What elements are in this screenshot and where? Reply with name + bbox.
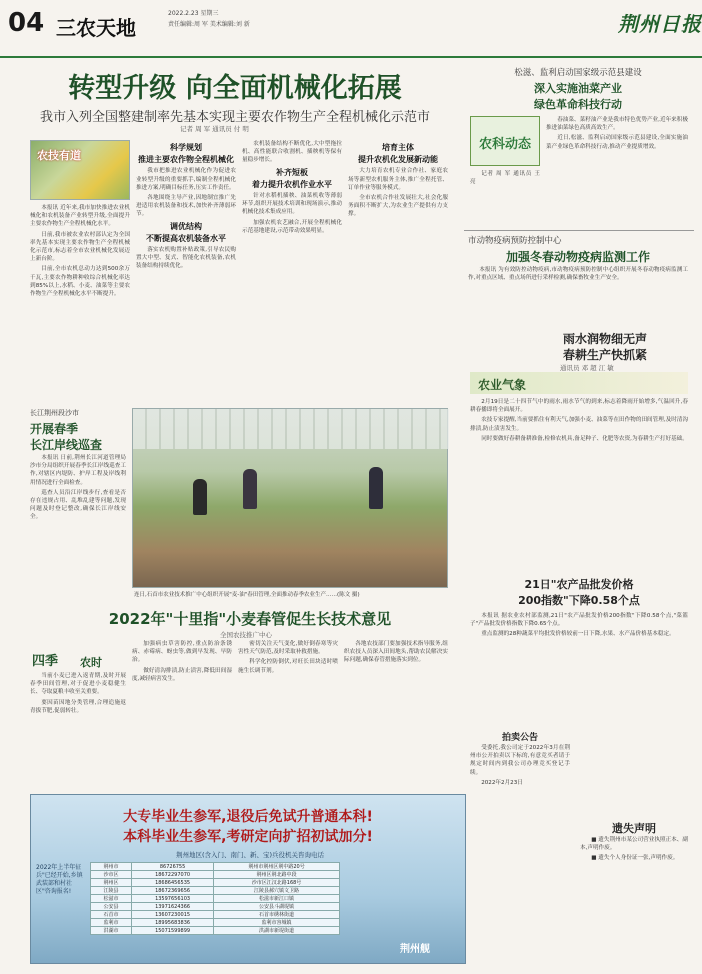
table-cell: 13597656103: [132, 895, 214, 903]
table-cell: 86726755: [132, 863, 214, 871]
right-mid-title: 加强冬春动物疫病监测工作: [505, 250, 650, 264]
table-row: [91, 871, 340, 879]
issue-date: 2022.2.23 星期三: [168, 10, 219, 17]
wheat-col-4: 各地农技部门要加强技术指导服务,组织农技人员深入田间地头,帮助农民解决实际问题,确保春管措施落实到位。: [344, 641, 448, 664]
table-row: [91, 903, 340, 911]
recruit-contact-table: [90, 862, 340, 935]
price-title-1: 21日"农产品批发价格: [524, 578, 634, 591]
table-cell: 监利市: [91, 919, 132, 927]
season-label: 四季: [32, 654, 59, 669]
right-top-title-2: 绿色革命科技行动: [534, 98, 622, 111]
table-cell: 13607230015: [132, 911, 214, 919]
photo-caption: 连日,石首市农业技术推广中心组织开展"麦-油"春田管理,全面推动春季农业生产……(陈文 摄): [134, 592, 360, 598]
lead-column-4: 培育主体 提升农机化发展新动能 大力培育农机专业合作社、家庭农场等新型农机服务主体,推广全程托管、订单作业等服务模式。 全市农机合作社发展壮大,社会化服务面积不断扩大,为农业生产提供有力支撑。: [348, 143, 448, 218]
table-cell: 石首市: [91, 911, 132, 919]
field-photo: [132, 408, 448, 588]
col-head-2: 推进主要农作物全程机械化: [138, 155, 234, 165]
rain-byline: 通讯员 邓 超 江 敏: [560, 364, 614, 372]
rain-title-1: 雨水润物细无声: [562, 332, 647, 346]
table-row: [91, 879, 340, 887]
divider: [464, 230, 694, 231]
ship-label: 荆州舰: [400, 944, 430, 955]
table-cell: 沙市区: [91, 871, 132, 879]
table-row: [91, 895, 340, 903]
rain-text: 2月19日是二十四节气中的雨水,雨水节气的到来,标志着降雨开始增多,气温回升,春耕春播即将全面展开。 农技专家提醒,当前要抓住有利天气,加强小麦、油菜等在田作物的田间管理,及时清沟排渍,防止渍害发生。 同时要做好春耕备耕准备,检修农机具,备足种子、化肥等农资,为春耕生产打好基础。: [470, 399, 688, 442]
lead-column-3: 农机装备结构不断优化,大中型拖拉机、高性能联合收割机、插秧机等保有量稳步增长。 补齐短板 着力提升农机作业水平 针对水稻机插秧、油菜机收等薄弱环节,组织开展技术培训和现场演示,推动机械化技术集成应用。 加强农机农艺融合,开展全程机械化示范基地建设,示范带动效果明显。: [242, 141, 342, 234]
col-head-7: 培育主体: [382, 143, 414, 152]
table-cell: 荆州区荆北路中段: [214, 871, 340, 879]
season-label-2: 农时: [80, 656, 102, 669]
table-cell: 15071599899: [132, 927, 214, 935]
table-row: [91, 911, 340, 919]
lost-title: 遗失声明: [612, 822, 656, 835]
editors: 责任编辑:周 军 美术编辑:刘 新: [168, 21, 250, 28]
notice-text: 受委托,我公司定于2022年3月在荆州市公开拍卖以下标的,有意竞买者请于规定时间内到我公司办理竞买登记手续。 2022年2月23日: [470, 745, 570, 786]
lead-column-1: 本报讯 近年来,我市加快推进农业机械化和农机装备产业转型升级,全面提升主要农作物生产全程机械化水平。 日前,我市被农业农村部认定为全国率先基本实现主要农作物生产全程机械化示范市,标志着全市农业机械化发展迈上新台阶。 目前,全市农机总动力达到500余万千瓦,主要农作物耕种收综合机械化率达到85%以上,水稻、小麦、油菜等主要农作物生产全程机械化水平不断提升。: [30, 205, 130, 298]
right-top-text: 春油菜、菜籽油产业是我市特色优势产业,近年来积极推进油菜绿色高质高效生产。 近日,松滋、监利启动国家级示范县建设,全面实施油菜产业绿色革命科技行动,推动产业提质增效。: [546, 117, 688, 150]
table-cell: 石首市绣林街道: [214, 911, 340, 919]
yangtze-kicker: 长江荆州段沙市: [30, 409, 79, 417]
table-row: [91, 887, 340, 895]
newspaper-logo: 荆州日报: [618, 12, 702, 36]
table-cell: 公安县: [91, 903, 132, 911]
table-cell: 江陵县郝穴镇文卫路: [214, 887, 340, 895]
lost-text: ■ 遗失荆州市某公司营业执照正本、副本,声明作废。 ■ 遗失个人身份证一张,声明作废。: [580, 837, 688, 862]
rain-title-2: 春耕生产快抓紧: [562, 348, 647, 362]
table-cell: 洪湖市新堤街道: [214, 927, 340, 935]
table-cell: 荆州区: [91, 879, 132, 887]
price-title-2: 200指数"下降0.58个点: [518, 594, 640, 607]
table-cell: 松滋市新江口镇: [214, 895, 340, 903]
weather-badge: [470, 372, 688, 394]
yangtze-title-2: 长江岸线巡查: [30, 438, 103, 452]
right-mid-text: 本报讯 为有效防控动物疫病,市动物疫病预防控制中心组织开展冬春动物疫病监测工作,对重点区域、重点场所进行采样检测,确保畜牧业生产安全。: [468, 267, 688, 282]
wheat-title: 2022年"十里指"小麦春管促生长技术意见: [108, 610, 392, 628]
wheat-col-1: 当前小麦已进入返青期,及时开展春季田间管理,对于促进小麦稳健生长、夺取夏粮丰收至关重要。 要因苗因地分类管理,合理追施返青拔节肥,促弱转壮。: [30, 673, 126, 714]
lead-headline: 转型升级 向全面机械化拓展: [68, 73, 402, 104]
photo-label: 农技有道: [37, 149, 81, 162]
table-row: [91, 863, 340, 871]
worker-figure: [193, 479, 207, 515]
table-cell: 沙市区江汉北路168号: [214, 879, 340, 887]
col-head-8: 提升农机化发展新动能: [358, 155, 438, 165]
col-head-5: 补齐短板: [276, 167, 308, 177]
table-cell: 江陵县: [91, 887, 132, 895]
col-head-1: 科学规划: [170, 143, 202, 152]
lead-subhead: 我市入列全国整建制率先基本实现主要农作物生产全程机械化示范市: [40, 110, 431, 125]
table-cell: 18672369656: [132, 887, 214, 895]
table-cell: 洪湖市: [91, 927, 132, 935]
col-head-4: 不断提高农机装备水平: [146, 233, 226, 243]
table-cell: 18686456535: [132, 879, 214, 887]
recruit-subtitle: 荆州地区(含入门、南门、新、宝)兵役机关咨询电话: [175, 851, 325, 859]
agri-news-badge-text: 农科动态: [478, 137, 531, 152]
page-number: 04: [8, 8, 45, 38]
col-head-6: 着力提升农机作业水平: [252, 179, 332, 189]
right-top-kicker: 松滋、监利启动国家级示范县建设: [514, 68, 642, 78]
table-row: [91, 927, 340, 935]
table-cell: 18995683836: [132, 919, 214, 927]
price-text: 本报讯 据农业农村部监测,21日"农产品批发价格200指数"下降0.58个点,"菜篮子"产品批发价格指数下降0.65个点。 重点监测的28种蔬菜平均批发价格较前一日下降,水果、水产品价格基本稳定。: [470, 613, 688, 638]
section-title: 三农天地: [56, 16, 136, 40]
notice-title: 拍卖公告: [501, 733, 538, 743]
table-cell: 松滋市: [91, 895, 132, 903]
right-top-byline: 记者 周 军 通讯员 王 亮: [470, 171, 540, 186]
recruit-title-2: 本科毕业生参军,考研定向扩招初试加分!: [123, 829, 373, 845]
agri-news-badge: [470, 116, 540, 166]
lead-photo: [30, 140, 130, 200]
table-cell: 监利市容城镇: [214, 919, 340, 927]
worker-figure: [369, 467, 383, 509]
yangtze-text: 本报讯 日前,荆州长江河道管理局沙市分局组织开展春季长江岸线巡查工作,对辖区内堤防、护岸工程及岸线利用情况进行全面检查。 巡查人员沿江岸线步行,查看是否存在违规占用、乱堆乱建等问题,发现问题及时登记整改,确保长江岸线安全。: [30, 455, 126, 521]
col-head-3: 调优结构: [170, 221, 202, 231]
right-top-title-1: 深入实施油菜产业: [534, 82, 622, 95]
worker-figure: [243, 469, 257, 509]
wheat-byline: 全国农技推广中心: [220, 631, 272, 639]
weather-badge-text: 农业气象: [478, 378, 527, 392]
table-cell: 公安县斗湖堤镇: [214, 903, 340, 911]
recruit-side-note: 2022年上半年征兵"已经开始,乡镇武装部和村社区"咨询报名!: [36, 864, 83, 895]
table-cell: 荆州市: [91, 863, 132, 871]
wheat-col-2: 加强病虫草害防控,重点防治条锈病、赤霉病、蚜虫等,做到早发现、早防治。 做好清沟排渍,防止渍害,降低田间湿度,减轻病害发生。: [132, 641, 232, 682]
table-cell: 荆州市荆州区荆中路20号: [214, 863, 340, 871]
right-mid-kicker: 市动物疫病预防控制中心: [468, 236, 562, 246]
wheat-col-3: 密切关注天气变化,做好倒春寒等灾害性天气防范,及时采取补救措施。 科学化控防倒伏,对旺长田块适时喷施生长调节剂。: [238, 641, 338, 674]
recruit-title-1: 大专毕业生参军,退役后免试升普通本科!: [123, 809, 373, 825]
yangtze-title-1: 开展春季: [30, 422, 79, 436]
right-top-text-2: [470, 170, 540, 226]
notice-date: 2022年2月23日: [481, 779, 523, 786]
lead-byline: 记者 周 军 通讯员 付 明: [180, 125, 249, 133]
table-row: [91, 919, 340, 927]
table-cell: 13971624366: [132, 903, 214, 911]
lead-column-2: 科学规划 推进主要农作物全程机械化 我市把推进农业机械化作为促进农业转型升级的重要抓手,编制全程机械化推进方案,明确目标任务,压实工作责任。 各地围绕主导产业,因地制宜推广先进适用农机装备和技术,加快补齐薄弱环节。 调优结构 不断提高农机装备水平 落实农机购置补贴政策,引导农民购置大中型、复式、智能化农机装备,农机装备结构持续优化。: [136, 143, 236, 270]
table-cell: 18672297070: [132, 871, 214, 879]
greenhouse-roof: [133, 409, 449, 449]
